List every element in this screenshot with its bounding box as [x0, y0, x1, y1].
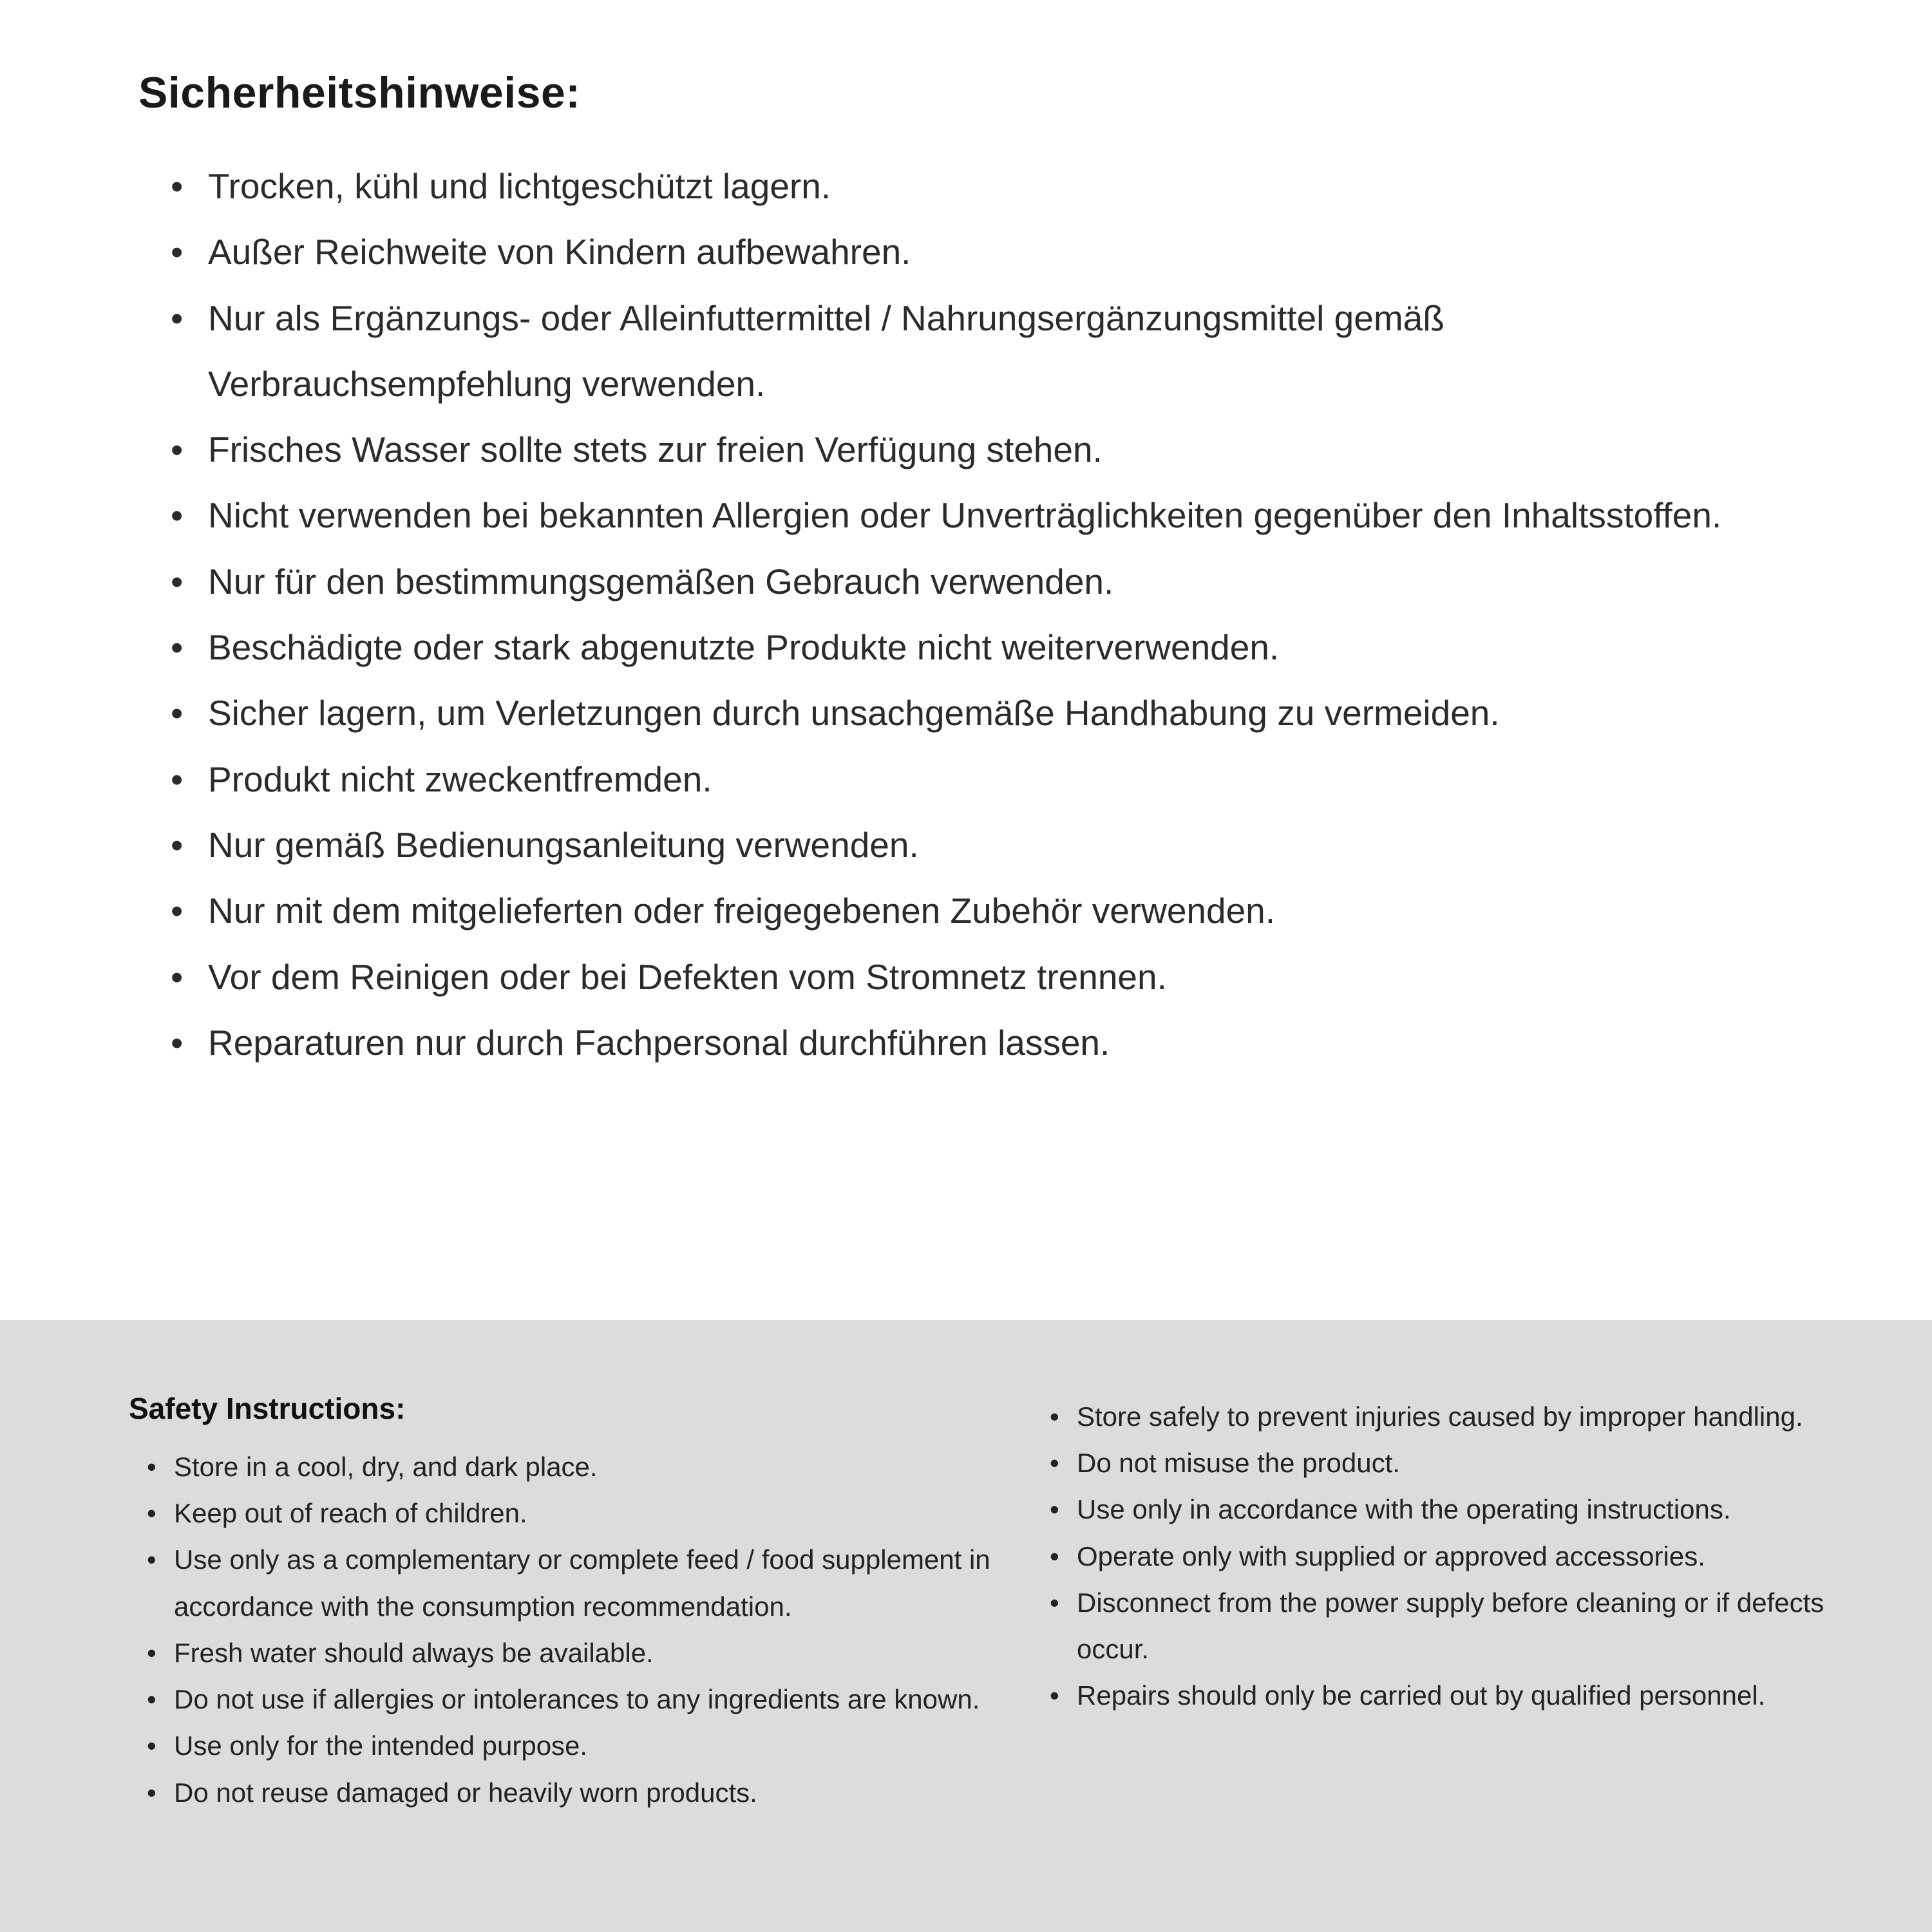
list-item: • Do not use if allergies or intolerances to any ingredients are known. — [147, 1676, 990, 1723]
list-item: • Use only as a complementary or complete feed / food supplement in accordance with the consumption recommendation. — [147, 1537, 990, 1629]
list-item: • Sicher lagern, um Verletzungen durch unsachgemäße Handhabung zu vermeiden. — [171, 680, 1800, 746]
list-item: • Use only in accordance with the operating instructions. — [1050, 1486, 1842, 1533]
english-safety-section — [0, 1320, 1932, 1932]
english-safety-list-left — [147, 1444, 990, 1816]
english-safety-list-right — [1050, 1394, 1842, 1719]
list-item: • Reparaturen nur durch Fachpersonal durchführen lassen. — [171, 1010, 1800, 1075]
german-safety-list — [171, 153, 1800, 1075]
list-item: • Keep out of reach of children. — [147, 1490, 990, 1537]
list-item: • Store in a cool, dry, and dark place. — [147, 1444, 990, 1490]
list-item: • Nur mit dem mitgelieferten oder freigegebenen Zubehör verwenden. — [171, 878, 1800, 943]
german-section-title: Sicherheitshinweise: — [138, 68, 581, 117]
english-section-title: Safety Instructions: — [129, 1392, 406, 1425]
list-item: • Store safely to prevent injuries caused by improper handling. — [1050, 1394, 1842, 1440]
english-right-column — [995, 1391, 1842, 1932]
list-item: • Do not reuse damaged or heavily worn products. — [147, 1770, 990, 1816]
list-item: • Vor dem Reinigen oder bei Defekten vom Stromnetz trennen. — [171, 944, 1800, 1010]
list-item: • Nicht verwenden bei bekannten Allergien oder Unverträglichkeiten gegenüber den Inhaltsstoffen. — [171, 482, 1800, 548]
list-item: • Außer Reichweite von Kindern aufbewahren. — [171, 219, 1800, 285]
list-item: • Nur für den bestimmungsgemäßen Gebrauch verwenden. — [171, 549, 1800, 614]
list-item: • Fresh water should always be available. — [147, 1630, 990, 1676]
english-left-column — [129, 1391, 995, 1932]
list-item: • Produkt nicht zweckentfremden. — [171, 746, 1800, 812]
list-item: • Nur als Ergänzungs- oder Alleinfuttermittel / Nahrungsergänzungsmittel gemäß Verbrauchsempfehlung verwenden. — [171, 285, 1800, 417]
list-item: • Do not misuse the product. — [1050, 1440, 1842, 1486]
list-item: • Beschädigte oder stark abgenutzte Produkte nicht weiterverwenden. — [171, 614, 1800, 680]
list-item: • Repairs should only be carried out by qualified personnel. — [1050, 1672, 1842, 1719]
list-item: • Frisches Wasser sollte stets zur freien Verfügung stehen. — [171, 417, 1800, 482]
list-item: • Operate only with supplied or approved accessories. — [1050, 1533, 1842, 1580]
list-item: • Disconnect from the power supply before cleaning or if defects occur. — [1050, 1580, 1842, 1672]
list-item: • Nur gemäß Bedienungsanleitung verwenden. — [171, 812, 1800, 878]
list-item: • Use only for the intended purpose. — [147, 1723, 990, 1769]
list-item: • Trocken, kühl und lichtgeschützt lagern. — [171, 153, 1800, 219]
